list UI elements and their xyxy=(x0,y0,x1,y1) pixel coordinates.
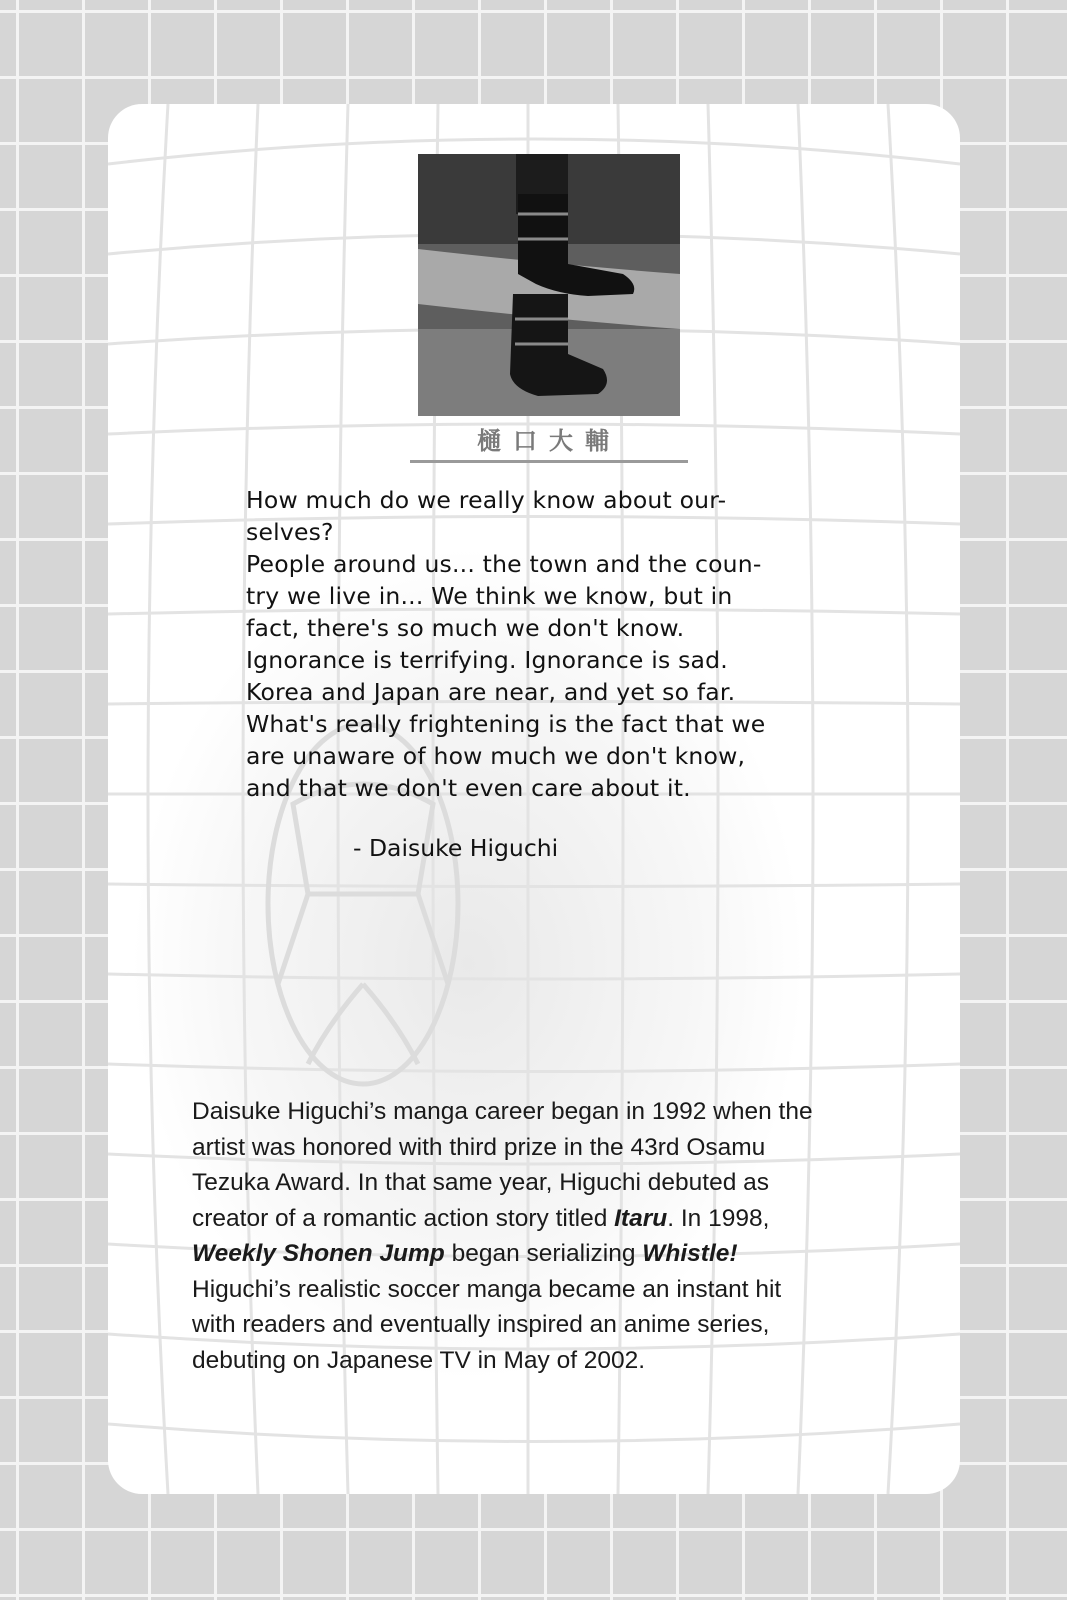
bio-line: debuting on Japanese TV in May of 2002. xyxy=(192,1346,646,1374)
title-weekly-shonen-jump: Weekly Shonen Jump xyxy=(192,1240,445,1267)
bio-line xyxy=(192,1236,892,1272)
quote-line: What's really frightening is the fact that we xyxy=(246,710,766,738)
quote-line: are unaware of how much we don't know, xyxy=(246,742,746,770)
bio-line: with readers and eventually inspired an anime series, xyxy=(192,1311,770,1338)
boots-photo-icon xyxy=(418,154,680,416)
quote-line: How much do we really know about our- xyxy=(246,486,727,514)
quote-line: Korea and Japan are near, and yet so far. xyxy=(246,678,736,706)
bio-line xyxy=(192,1201,892,1237)
quote-line: People around us... the town and the coun- xyxy=(246,550,762,578)
photo-caption: 樋口大輔 xyxy=(410,422,688,463)
bio-line: Daisuke Higuchi’s manga career began in 1992 when the xyxy=(192,1098,813,1125)
quote-line: try we live in... We think we know, but in xyxy=(246,582,733,610)
bio-line: Higuchi’s realistic soccer manga became an instant hit xyxy=(192,1275,782,1303)
quote-line: selves? xyxy=(246,518,334,546)
quote-signature: - Daisuke Higuchi xyxy=(353,834,559,862)
bio-text: . In 1998, xyxy=(667,1204,770,1232)
author-bio xyxy=(192,1094,892,1378)
author-quote xyxy=(246,484,866,804)
bio-line: artist was honored with third prize in the 43rd Osamu xyxy=(192,1133,766,1161)
bio-text: began serializing xyxy=(444,1240,643,1267)
bio-text: creator of a romantic action story titled xyxy=(192,1204,615,1232)
quote-line: Ignorance is terrifying. Ignorance is sad. xyxy=(246,646,728,674)
quote-line: and that we don't even care about it. xyxy=(246,774,691,802)
quote-line: fact, there's so much we don't know. xyxy=(246,614,685,642)
content-card xyxy=(108,104,960,1494)
title-whistle: Whistle! xyxy=(642,1240,738,1267)
title-itaru: Itaru xyxy=(614,1204,668,1232)
bio-line: Tezuka Award. In that same year, Higuchi debuted as xyxy=(192,1169,770,1196)
